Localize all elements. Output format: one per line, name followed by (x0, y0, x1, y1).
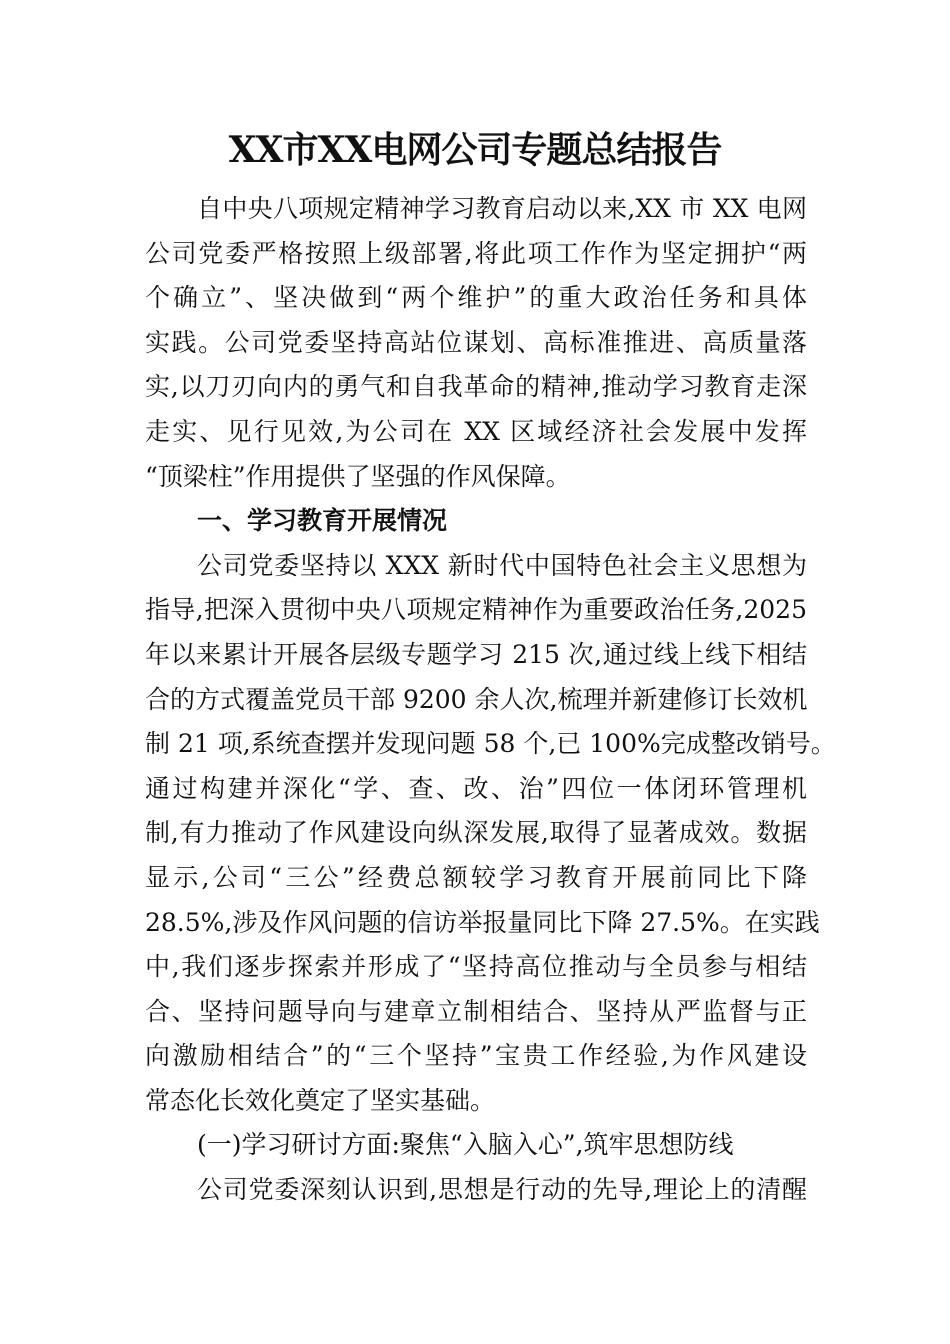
text-line: 走实、见行见效,为公司在 XX 区域经济社会发展中发挥 (145, 416, 807, 446)
text-line: 显示,公司“三公”经费总额较学习教育开展前同比下降 (145, 862, 807, 892)
text-line: 28.5%,涉及作风问题的信访举报量同比下降 27.5%。在实践 (145, 907, 820, 937)
text-line: 公司党委严格按照上级部署,将此项工作作为坚定拥护“两 (145, 238, 807, 268)
document-title: XX市XX电网公司专题总结报告 (228, 129, 722, 171)
text-line: 指导,把深入贯彻中央八项规定精神作为重要政治任务,2025 (145, 595, 807, 625)
text-line: 年以来累计开展各层级专题学习 215 次,通过线上线下相结 (145, 639, 807, 669)
document-body (145, 187, 836, 1213)
text-line: 通过构建并深化“学、查、改、治”四位一体闭环管理机 (145, 773, 807, 803)
text-line: “顶梁柱”作用提供了坚强的作风保障。 (145, 461, 571, 491)
paragraph (145, 1168, 807, 1213)
text-line: (一)学习研讨方面:聚焦“入脑入心”,筑牢思想防线 (197, 1130, 734, 1160)
text-line: 实,以刀刃向内的勇气和自我革命的精神,推动学习教育走深 (145, 372, 807, 402)
text-line: 中,我们逐步探索并形成了“坚持高位推动与全员参与相结 (145, 952, 807, 982)
text-line: 实践。公司党委坚持高站位谋划、高标准推进、高质量落 (145, 327, 807, 357)
text-line: 合的方式覆盖党员干部 9200 余人次,梳理并新建修订长效机 (145, 684, 808, 714)
text-line: 合、坚持问题导向与建章立制相结合、坚持从严监督与正 (145, 996, 807, 1026)
text-line: 常态化长效化奠定了坚实基础。 (145, 1085, 496, 1115)
text-line: 公司党委坚持以 XXX 新时代中国特色社会主义思想为 (197, 550, 807, 580)
paragraph (145, 544, 836, 1124)
text-line: 自中央八项规定精神学习教育启动以来,XX 市 XX 电网 (197, 194, 807, 223)
paragraph (145, 187, 807, 499)
text-line: 个确立”、坚决做到“两个维护”的重大政治任务和具体 (145, 283, 807, 313)
text-line: 制,有力推动了作风建设向纵深发展,取得了显著成效。数据 (145, 818, 807, 848)
text-line: 制 21 项,系统查摆并发现问题 58 个,已 100%完成整改销号。 (145, 729, 836, 759)
text-line: 公司党委深刻认识到,思想是行动的先导,理论上的清醒 (197, 1175, 807, 1205)
text-line: 向激励相结合”的“三个坚持”宝贵工作经验,为作风建设 (145, 1041, 807, 1071)
section-heading (145, 499, 807, 544)
subsection-heading (145, 1123, 807, 1168)
text-line: 一、学习教育开展情况 (197, 506, 448, 536)
